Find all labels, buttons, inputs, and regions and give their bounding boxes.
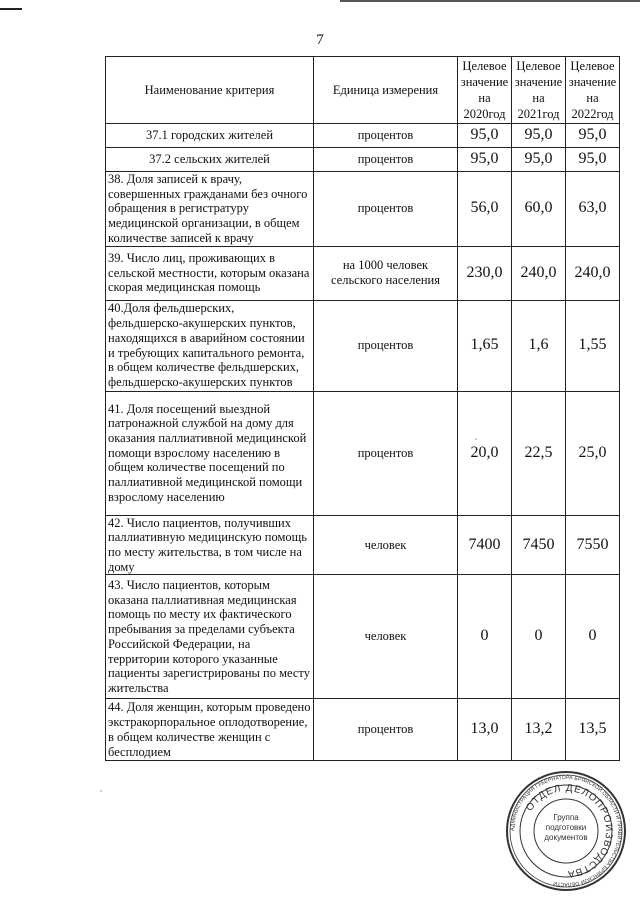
unit-cell: процентов xyxy=(314,148,458,172)
value-2021-cell: 1,6 xyxy=(512,300,566,391)
table-row xyxy=(106,515,620,575)
value-2022-cell: 25,0 xyxy=(566,391,620,515)
criterion-cell: 40.Доля фельдшерских, фельдшерско-акушерских пунктов, находящихся в аварийном состоянии и требующих капитального ремонта, в общем количестве фельдшерских, фельдшерско-акушерских пунктов xyxy=(106,300,314,391)
table-row xyxy=(106,172,620,247)
criterion-cell: 39. Число лиц, проживающих в сельской местности, которым оказана скорая медицинская помощь xyxy=(106,246,314,300)
table-header-row xyxy=(106,57,620,124)
stamp-center-line: Группа xyxy=(553,813,579,822)
header-2021: Целевое значение на 2021год xyxy=(512,57,566,124)
table-row xyxy=(106,391,620,515)
value-2021-cell: 0 xyxy=(512,575,566,699)
scan-edge-mark xyxy=(0,8,22,10)
unit-cell: процентов xyxy=(314,172,458,247)
stamp-ring-text: АДМИНИСТРАЦИЯ ГУБЕРНАТОРА БРЯНСКОЙ ОБЛАСТИ И ПРАВИТЕЛЬСТВА БРЯНСКОЙ ОБЛАСТИ xyxy=(509,774,623,888)
header-criterion: Наименование критерия xyxy=(106,57,314,124)
unit-cell: процентов xyxy=(314,699,458,761)
value-2020-cell: 56,0 xyxy=(458,172,512,247)
table-row xyxy=(106,300,620,391)
criterion-cell: 43. Число пациентов, которым оказана паллиативная медицинская помощь по месту их фактического пребывания за пределами субъекта Российской Федерации, на территории которого указанные пациенты зарегистрированы по месту жительства xyxy=(106,575,314,699)
criterion-cell: 41. Доля посещений выездной патронажной службой на дому для оказания паллиативной медицинской помощи взрослому населению в общем количестве посещений по паллиативной медицинской помощи взрослому населению xyxy=(106,391,314,515)
stamp-center-text xyxy=(505,813,627,843)
value-2021-cell: 95,0 xyxy=(512,148,566,172)
value-2022-cell: 0 xyxy=(566,575,620,699)
stamp-center-line: подготовки xyxy=(545,823,587,832)
criterion-cell: 42. Число пациентов, получивших паллиативную медицинскую помощь по месту жительства, в том числе на дому xyxy=(106,515,314,575)
unit-cell: человек xyxy=(314,515,458,575)
criterion-cell: 44. Доля женщин, которым проведено экстракорпоральное оплодотворение, в общем количестве женщин с бесплодием xyxy=(106,699,314,761)
scan-edge-line xyxy=(340,0,640,2)
value-2022-cell: 240,0 xyxy=(566,246,620,300)
value-2021-cell: 22,5 xyxy=(512,391,566,515)
value-2020-cell: 230,0 xyxy=(458,246,512,300)
page-number: 7 xyxy=(316,32,324,48)
value-2022-cell: 13,5 xyxy=(566,699,620,761)
value-2022-cell: 63,0 xyxy=(566,172,620,247)
unit-cell: процентов xyxy=(314,124,458,148)
header-unit: Единица измерения xyxy=(314,57,458,124)
office-stamp xyxy=(505,770,627,892)
value-2020-cell: 7400 xyxy=(458,515,512,575)
header-2022: Целевое значение на 2022год xyxy=(566,57,620,124)
value-2021-cell: 240,0 xyxy=(512,246,566,300)
value-2020-cell: 13,0 xyxy=(458,699,512,761)
value-2021-cell: 13,2 xyxy=(512,699,566,761)
stamp-inner-text: ОТДЕЛ ДЕЛОПРОИЗВОДСТВА xyxy=(524,782,615,880)
scan-speck xyxy=(475,438,477,440)
criteria-table xyxy=(105,56,620,761)
table-row xyxy=(106,699,620,761)
table-row xyxy=(106,148,620,172)
value-2020-cell: 0 xyxy=(458,575,512,699)
table-row xyxy=(106,246,620,300)
scan-speck xyxy=(100,790,102,792)
value-2021-cell: 60,0 xyxy=(512,172,566,247)
value-2022-cell: 1,55 xyxy=(566,300,620,391)
value-2020-cell: 95,0 xyxy=(458,124,512,148)
unit-cell: человек xyxy=(314,575,458,699)
criterion-cell: 37.1 городских жителей xyxy=(106,124,314,148)
stamp-center-line: документов xyxy=(544,833,588,842)
table-row xyxy=(106,124,620,148)
value-2020-cell: 1,65 xyxy=(458,300,512,391)
table-row xyxy=(106,575,620,699)
unit-cell: на 1000 человек сельского населения xyxy=(314,246,458,300)
value-2022-cell: 7550 xyxy=(566,515,620,575)
value-2021-cell: 7450 xyxy=(512,515,566,575)
unit-cell: процентов xyxy=(314,300,458,391)
value-2020-cell: 20,0 xyxy=(458,391,512,515)
value-2020-cell: 95,0 xyxy=(458,148,512,172)
value-2022-cell: 95,0 xyxy=(566,124,620,148)
criterion-cell: 37.2 сельских жителей xyxy=(106,148,314,172)
header-2020: Целевое значение на 2020год xyxy=(458,57,512,124)
unit-cell: процентов xyxy=(314,391,458,515)
value-2022-cell: 95,0 xyxy=(566,148,620,172)
criterion-cell: 38. Доля записей к врачу, совершенных гражданами без очного обращения в регистратуру медицинской организации, в общем количестве записей к врачу xyxy=(106,172,314,247)
value-2021-cell: 95,0 xyxy=(512,124,566,148)
